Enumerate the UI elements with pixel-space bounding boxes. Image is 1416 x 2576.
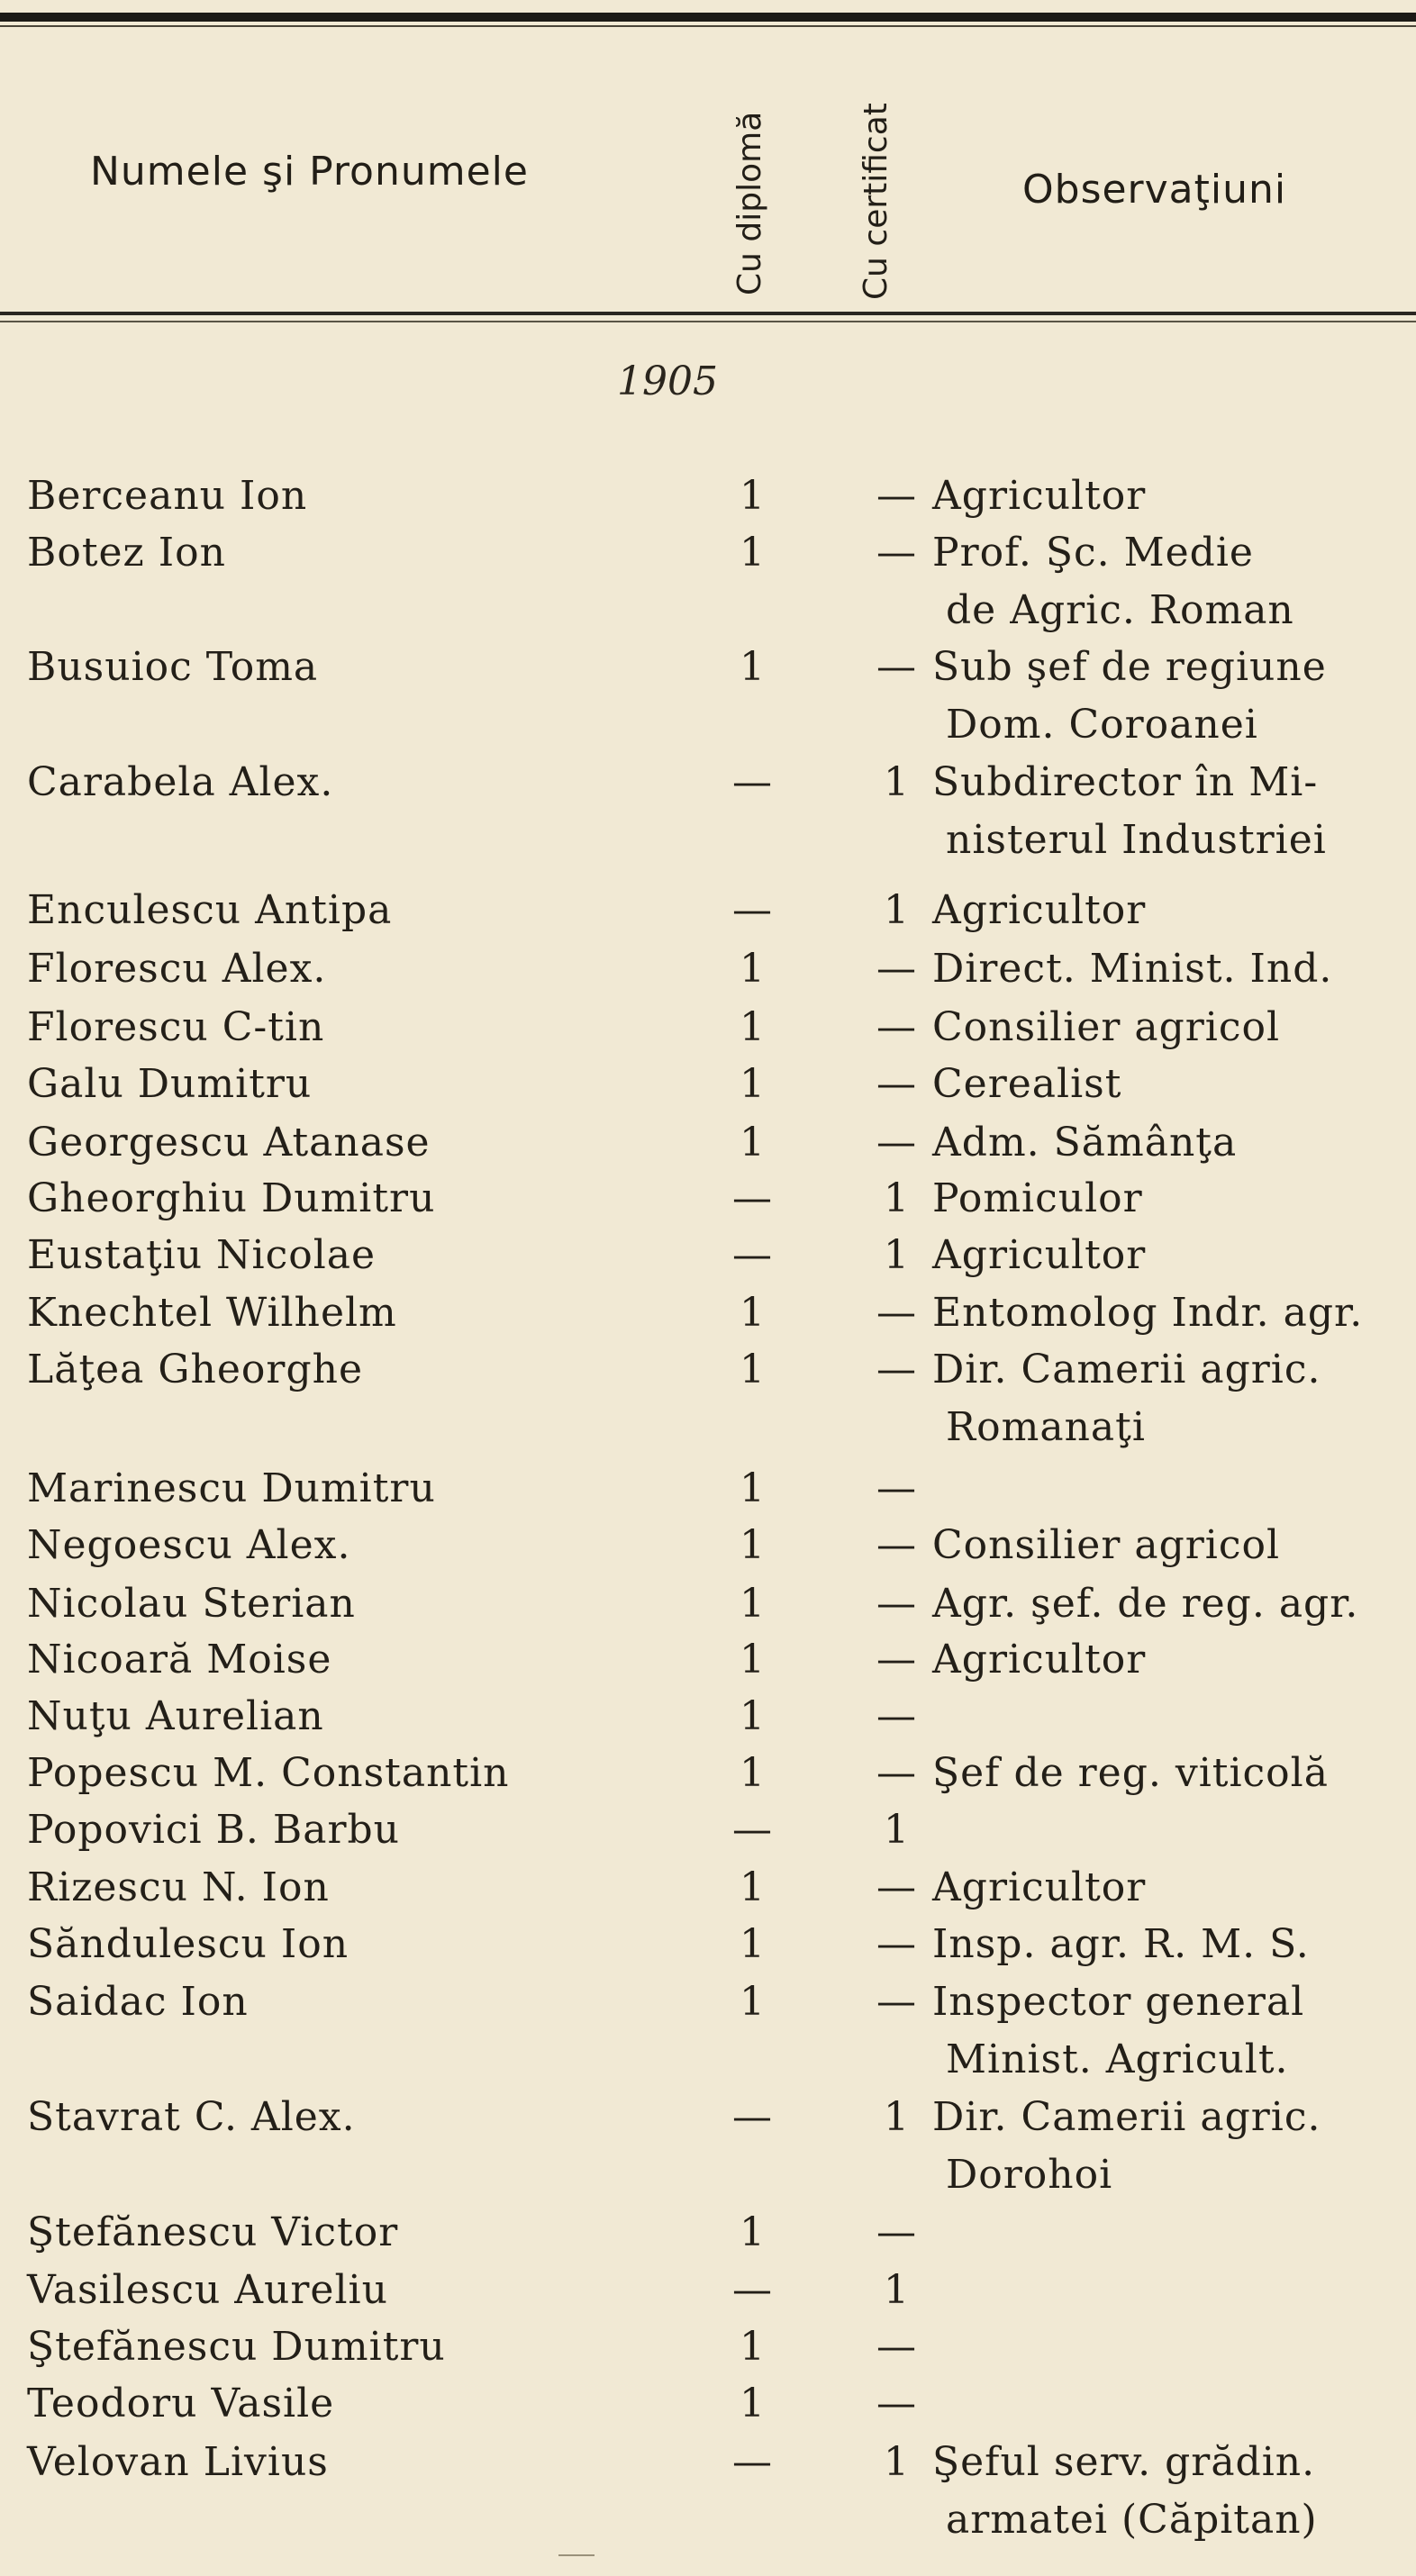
diploma-value: 1	[740, 644, 765, 690]
person-name: Popovici B. Barbu	[27, 1807, 401, 1853]
diploma-value: —	[732, 887, 772, 933]
diploma-value: —	[732, 2094, 772, 2140]
table-row	[0, 1347, 1416, 1450]
diploma-value: 1	[740, 473, 765, 519]
certificate-value: —	[876, 1290, 916, 1336]
certificate-value: —	[876, 1120, 916, 1166]
diploma-value: —	[732, 1175, 772, 1221]
diploma-value: 1	[740, 1061, 765, 1107]
observation-text: Dir. Camerii agric.	[932, 1347, 1321, 1392]
person-name: Busuioc Toma	[27, 644, 319, 690]
person-name: Florescu C-tin	[27, 1004, 325, 1050]
table-row	[0, 946, 1416, 1003]
certificate-value: —	[876, 946, 916, 992]
diploma-value: 1	[740, 1921, 765, 1967]
observation-text: Consilier agricol	[932, 1522, 1281, 1568]
person-name: Popescu M. Constantin	[27, 1750, 510, 1796]
observation-text: Insp. agr. R. M. S.	[932, 1921, 1310, 1967]
person-name: Gheorghiu Dumitru	[27, 1175, 436, 1221]
diploma-value: —	[732, 2267, 772, 2313]
certificate-value: 1	[884, 2094, 909, 2140]
table-row	[0, 1921, 1416, 1979]
certificate-value: —	[876, 1693, 916, 1739]
observation-text: Dom. Coroanei	[946, 702, 1258, 748]
person-name: Saidac Ion	[27, 1979, 249, 2025]
certificate-value: —	[876, 644, 916, 690]
person-name: Teodoru Vasile	[27, 2381, 335, 2426]
certificate-value: —	[876, 473, 916, 519]
top-rule	[0, 13, 1416, 22]
person-name: Enculescu Antipa	[27, 887, 393, 933]
table-row	[0, 759, 1416, 863]
diploma-value: 1	[740, 1979, 765, 2025]
observation-text: Agricultor	[932, 1637, 1147, 1683]
certificate-value: —	[876, 1522, 916, 1568]
person-name: Knechtel Wilhelm	[27, 1290, 397, 1336]
diploma-value: 1	[740, 1864, 765, 1910]
diploma-value: 1	[740, 2324, 765, 2370]
diploma-value: 1	[740, 1750, 765, 1796]
certificate-value: —	[876, 1979, 916, 2025]
diploma-value: 1	[740, 946, 765, 992]
table-row	[0, 1290, 1416, 1347]
certificate-value: —	[876, 2381, 916, 2426]
table-row	[0, 2324, 1416, 2381]
table-row	[0, 2381, 1416, 2438]
person-name: Lăţea Gheorghe	[27, 1347, 363, 1392]
section-year: 1905	[617, 358, 718, 404]
certificate-value: 1	[884, 1175, 909, 1221]
observation-text: Agricultor	[932, 887, 1147, 933]
table-row	[0, 1465, 1416, 1523]
diploma-value: 1	[740, 1522, 765, 1568]
observation-text: Agr. şef. de reg. agr.	[932, 1581, 1359, 1627]
header-diploma: Cu diplomă	[731, 111, 768, 295]
person-name: Negoescu Alex.	[27, 1522, 351, 1568]
observation-text: armatei (Căpitan)	[946, 2497, 1318, 2543]
person-name: Marinescu Dumitru	[27, 1465, 436, 1511]
observation-text: Agricultor	[932, 1232, 1147, 1278]
person-name: Nicoară Moise	[27, 1637, 332, 1683]
certificate-value: 1	[884, 887, 909, 933]
certificate-value: —	[876, 1750, 916, 1796]
diploma-value: 1	[740, 1465, 765, 1511]
table-row	[0, 887, 1416, 945]
header-names: Numele şi Pronumele	[90, 149, 529, 195]
observation-text: Romanaţi	[946, 1404, 1146, 1450]
table-row	[0, 473, 1416, 531]
diploma-value: 1	[740, 1120, 765, 1166]
person-name: Vasilescu Aureliu	[27, 2267, 388, 2313]
table-row	[0, 1750, 1416, 1808]
diploma-value: 1	[740, 1347, 765, 1392]
certificate-value: —	[876, 1465, 916, 1511]
person-name: Carabela Alex.	[27, 759, 334, 805]
certificate-value: —	[876, 2209, 916, 2255]
person-name: Ştefănescu Victor	[27, 2209, 399, 2255]
table-row	[0, 2209, 1416, 2267]
table-row	[0, 1581, 1416, 1638]
diploma-value: —	[732, 759, 772, 805]
table-row	[0, 2439, 1416, 2543]
certificate-value: —	[876, 1581, 916, 1627]
person-name: Berceanu Ion	[27, 473, 308, 519]
table-row	[0, 1807, 1416, 1864]
certificate-value: 1	[884, 1232, 909, 1278]
table-row	[0, 1864, 1416, 1922]
person-name: Stavrat C. Alex.	[27, 2094, 356, 2140]
table-row	[0, 1232, 1416, 1290]
certificate-value: —	[876, 1637, 916, 1683]
diploma-value: 1	[740, 530, 765, 576]
certificate-value: 1	[884, 2267, 909, 2313]
observation-text: Prof. Şc. Medie	[932, 530, 1254, 576]
diploma-value: 1	[740, 1581, 765, 1627]
person-name: Nuţu Aurelian	[27, 1693, 324, 1739]
header-rule	[0, 312, 1416, 315]
observation-text: nisterul Industriei	[946, 817, 1327, 863]
table-row	[0, 530, 1416, 633]
observation-text: Şef de reg. viticolă	[932, 1750, 1329, 1796]
person-name: Rizescu N. Ion	[27, 1864, 330, 1910]
observation-text: Cerealist	[932, 1061, 1122, 1107]
observation-text: Agricultor	[932, 473, 1147, 519]
certificate-value: —	[876, 1061, 916, 1107]
certificate-value: —	[876, 1004, 916, 1050]
observation-text: Dir. Camerii agric.	[932, 2094, 1321, 2140]
top-rule-thin	[0, 25, 1416, 27]
observation-text: Pomiculor	[932, 1175, 1143, 1221]
certificate-value: —	[876, 2324, 916, 2370]
certificate-value: 1	[884, 2439, 909, 2485]
table-row	[0, 644, 1416, 748]
table-row	[0, 1061, 1416, 1119]
table-row	[0, 2267, 1416, 2325]
table-row	[0, 1120, 1416, 1177]
person-name: Florescu Alex.	[27, 946, 327, 992]
observation-text: Agricultor	[932, 1864, 1147, 1910]
header-certificate: Cu certificat	[858, 103, 894, 300]
table-row	[0, 1522, 1416, 1580]
observation-text: Consilier agricol	[932, 1004, 1281, 1050]
person-name: Nicolau Sterian	[27, 1581, 356, 1627]
diploma-value: 1	[740, 1004, 765, 1050]
diploma-value: 1	[740, 1290, 765, 1336]
diploma-value: —	[732, 1232, 772, 1278]
person-name: Georgescu Atanase	[27, 1120, 431, 1166]
person-name: Galu Dumitru	[27, 1061, 313, 1107]
observation-text: Adm. Sămânţa	[932, 1120, 1238, 1166]
table-row	[0, 2094, 1416, 2198]
header-rule-thin	[0, 321, 1416, 322]
observation-text: Minist. Agricult.	[946, 2036, 1289, 2082]
table-row	[0, 1693, 1416, 1751]
certificate-value: 1	[884, 759, 909, 805]
observation-text: Subdirector în Mi-	[932, 759, 1319, 805]
observation-text: Sub şef de regiune	[932, 644, 1327, 690]
observation-text: Entomolog Indr. agr.	[932, 1290, 1364, 1336]
diploma-value: 1	[740, 2209, 765, 2255]
observation-text: Şeful serv. grădin.	[932, 2439, 1316, 2485]
diploma-value: 1	[740, 1693, 765, 1739]
table-row	[0, 1175, 1416, 1233]
observation-text: Direct. Minist. Ind.	[932, 946, 1333, 992]
header-observations: Observaţiuni	[1022, 167, 1287, 213]
diploma-value: 1	[740, 1637, 765, 1683]
table-row	[0, 1979, 1416, 2082]
certificate-value: —	[876, 1921, 916, 1967]
table-row	[0, 1004, 1416, 1062]
certificate-value: —	[876, 1347, 916, 1392]
person-name: Botez Ion	[27, 530, 226, 576]
observation-text: Inspector general	[932, 1979, 1305, 2025]
diploma-value: 1	[740, 2381, 765, 2426]
certificate-value: —	[876, 1864, 916, 1910]
page-mark	[558, 2554, 595, 2556]
person-name: Ştefănescu Dumitru	[27, 2324, 446, 2370]
person-name: Eustaţiu Nicolae	[27, 1232, 377, 1278]
certificate-value: —	[876, 530, 916, 576]
person-name: Velovan Livius	[27, 2439, 329, 2485]
certificate-value: 1	[884, 1807, 909, 1853]
table-row	[0, 1637, 1416, 1694]
observation-text: Dorohoi	[946, 2152, 1113, 2198]
diploma-value: —	[732, 1807, 772, 1853]
diploma-value: —	[732, 2439, 772, 2485]
person-name: Săndulescu Ion	[27, 1921, 349, 1967]
observation-text: de Agric. Roman	[946, 587, 1294, 633]
